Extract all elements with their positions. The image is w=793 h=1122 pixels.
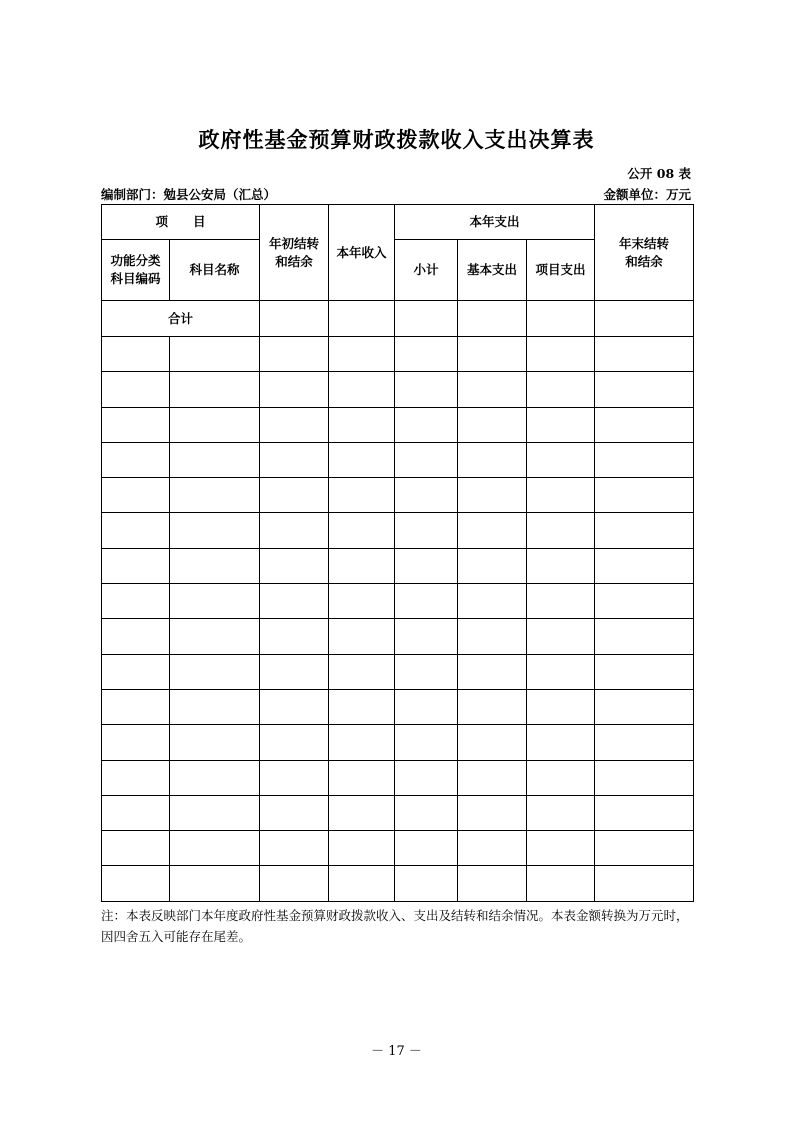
table-cell	[329, 654, 395, 689]
table-cell	[395, 513, 458, 548]
table-cell	[170, 689, 260, 724]
table-cell	[595, 760, 694, 795]
table-row	[102, 831, 694, 866]
table-cell	[329, 478, 395, 513]
table-cell	[595, 337, 694, 372]
table-cell	[395, 548, 458, 583]
table-cell	[102, 725, 170, 760]
table-cell	[595, 689, 694, 724]
table-cell	[329, 513, 395, 548]
header-row-1	[102, 205, 694, 240]
table-cell	[102, 689, 170, 724]
table-cell	[458, 442, 527, 477]
table-cell	[102, 584, 170, 619]
table-cell	[329, 689, 395, 724]
table-cell	[260, 584, 329, 619]
table-cell	[527, 337, 595, 372]
table-cell	[395, 654, 458, 689]
table-cell	[458, 619, 527, 654]
header-end-balance-line1: 年末结转	[619, 235, 670, 251]
table-row	[102, 654, 694, 689]
table-cell	[170, 478, 260, 513]
table-cell	[329, 831, 395, 866]
table-cell	[260, 407, 329, 442]
table-cell	[170, 548, 260, 583]
total-cell	[260, 301, 329, 337]
table-cell	[329, 725, 395, 760]
table-cell	[170, 442, 260, 477]
page-title: 政府性基金预算财政拨款收入支出决算表	[198, 127, 595, 152]
table-cell	[395, 795, 458, 830]
table-cell	[527, 689, 595, 724]
table-cell	[527, 725, 595, 760]
table-cell	[595, 866, 694, 901]
header-project-expense: 项目支出	[527, 240, 595, 301]
table-cell	[395, 760, 458, 795]
table-cell	[458, 831, 527, 866]
header-func-code-line1: 功能分类	[110, 253, 161, 268]
table-cell	[329, 407, 395, 442]
header-subtotal: 小计	[395, 240, 458, 301]
header-expense-group: 本年支出	[395, 205, 595, 240]
header-begin-balance	[260, 205, 329, 301]
table-cell	[260, 866, 329, 901]
table-cell	[170, 725, 260, 760]
table-cell	[527, 584, 595, 619]
table-cell	[527, 831, 595, 866]
table-cell	[102, 831, 170, 866]
total-cell	[458, 301, 527, 337]
amount-unit: 金额单位：万元	[603, 187, 691, 202]
table-cell	[329, 760, 395, 795]
table-cell	[395, 619, 458, 654]
table-cell	[395, 442, 458, 477]
table-cell	[527, 478, 595, 513]
header-basic-expense: 基本支出	[458, 240, 527, 301]
table-row	[102, 372, 694, 407]
table-cell	[102, 372, 170, 407]
table-cell	[170, 866, 260, 901]
table-cell	[260, 689, 329, 724]
header-begin-balance-line2: 和结余	[275, 253, 313, 269]
table-row	[102, 866, 694, 901]
table-cell	[102, 407, 170, 442]
total-row	[102, 301, 694, 337]
table-cell	[170, 513, 260, 548]
table-cell	[260, 548, 329, 583]
table-cell	[170, 654, 260, 689]
form-number: 公开 08 表	[627, 166, 691, 181]
table-cell	[260, 337, 329, 372]
table-cell	[170, 337, 260, 372]
table-cell	[527, 442, 595, 477]
table-row	[102, 619, 694, 654]
header-end-balance	[595, 205, 694, 301]
table-cell	[395, 372, 458, 407]
table-cell	[170, 760, 260, 795]
table-cell	[170, 584, 260, 619]
table-cell	[102, 760, 170, 795]
total-cell	[329, 301, 395, 337]
table-cell	[458, 372, 527, 407]
table-cell	[260, 513, 329, 548]
table-cell	[458, 866, 527, 901]
table-cell	[527, 866, 595, 901]
table-cell	[527, 795, 595, 830]
table-cell	[395, 866, 458, 901]
table-cell	[458, 760, 527, 795]
table-cell	[595, 619, 694, 654]
table-cell	[595, 372, 694, 407]
table-cell	[395, 831, 458, 866]
table-cell	[595, 407, 694, 442]
table-cell	[458, 654, 527, 689]
table-cell	[170, 795, 260, 830]
table-cell	[395, 725, 458, 760]
header-income: 本年收入	[329, 205, 395, 301]
table-cell	[260, 478, 329, 513]
table-cell	[260, 831, 329, 866]
total-cell	[527, 301, 595, 337]
header-end-balance-line2: 和结余	[625, 253, 663, 269]
table-row	[102, 442, 694, 477]
table-cell	[329, 584, 395, 619]
table-row	[102, 407, 694, 442]
total-cell	[395, 301, 458, 337]
table-cell	[458, 795, 527, 830]
table-cell	[458, 407, 527, 442]
header-begin-balance-line1: 年初结转	[269, 235, 320, 251]
table-row	[102, 725, 694, 760]
table-cell	[458, 513, 527, 548]
footnote: 注：本表反映部门本年度政府性基金预算财政拨款收入、支出及结转和结余情况。本表金额转换为万元时，因四舍五入可能存在尾差。	[101, 908, 689, 944]
header-func-code	[102, 240, 170, 301]
table-cell	[260, 442, 329, 477]
table-cell	[329, 442, 395, 477]
table-row	[102, 478, 694, 513]
table-cell	[395, 478, 458, 513]
table-cell	[595, 831, 694, 866]
table-cell	[395, 689, 458, 724]
table-cell	[170, 831, 260, 866]
header-subject-name: 科目名称	[170, 240, 260, 301]
total-label: 合计	[102, 301, 260, 337]
table-cell	[595, 442, 694, 477]
header-func-code-line2: 科目编码	[110, 271, 161, 286]
table-cell	[329, 372, 395, 407]
table-row	[102, 513, 694, 548]
table-row	[102, 548, 694, 583]
compiling-unit: 编制部门：勉县公安局（汇总）	[101, 187, 277, 202]
table-cell	[329, 795, 395, 830]
table-cell	[260, 725, 329, 760]
table-cell	[329, 337, 395, 372]
table-cell	[260, 760, 329, 795]
table-cell	[102, 513, 170, 548]
table-cell	[595, 478, 694, 513]
table-cell	[395, 337, 458, 372]
table-cell	[170, 619, 260, 654]
header-item: 项 目	[102, 205, 260, 240]
table-cell	[260, 795, 329, 830]
table-cell	[102, 442, 170, 477]
table-cell	[527, 372, 595, 407]
table-cell	[527, 407, 595, 442]
table-cell	[595, 513, 694, 548]
table-cell	[329, 619, 395, 654]
table-cell	[395, 407, 458, 442]
table-cell	[260, 619, 329, 654]
table-cell	[102, 795, 170, 830]
table-cell	[458, 689, 527, 724]
table-cell	[260, 372, 329, 407]
table-cell	[595, 584, 694, 619]
table-cell	[595, 654, 694, 689]
table-cell	[102, 548, 170, 583]
table-cell	[102, 866, 170, 901]
table-row	[102, 337, 694, 372]
table-row	[102, 584, 694, 619]
table-cell	[527, 619, 595, 654]
table-cell	[458, 548, 527, 583]
table-cell	[260, 654, 329, 689]
table-cell	[527, 654, 595, 689]
table-cell	[102, 337, 170, 372]
table-cell	[458, 478, 527, 513]
table-row	[102, 760, 694, 795]
budget-table	[101, 204, 694, 902]
table-cell	[170, 372, 260, 407]
table-cell	[527, 513, 595, 548]
table-cell	[102, 654, 170, 689]
table-cell	[395, 584, 458, 619]
table-cell	[527, 760, 595, 795]
table-cell	[102, 619, 170, 654]
table-cell	[527, 548, 595, 583]
table-cell	[458, 584, 527, 619]
table-cell	[329, 866, 395, 901]
table-row	[102, 689, 694, 724]
table-cell	[595, 725, 694, 760]
table-cell	[329, 548, 395, 583]
table-row	[102, 795, 694, 830]
table-cell	[170, 407, 260, 442]
table-cell	[458, 337, 527, 372]
total-cell	[595, 301, 694, 337]
page-number: － 17 －	[371, 1044, 422, 1059]
table-cell	[102, 478, 170, 513]
table-cell	[458, 725, 527, 760]
table-cell	[595, 548, 694, 583]
table-cell	[595, 795, 694, 830]
